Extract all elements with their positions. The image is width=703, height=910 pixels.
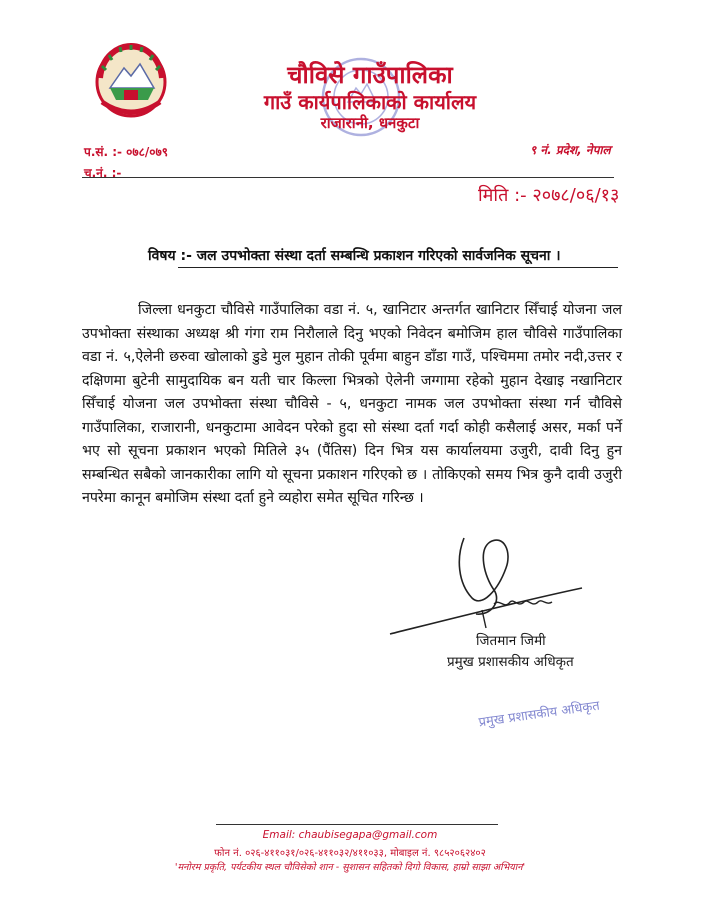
dispatch-number: च.नं. :-: [84, 166, 122, 180]
signatory-designation: प्रमुख प्रशासकीय अधिकृत: [447, 654, 574, 670]
signatory-name: जितमान जिमी: [476, 633, 546, 649]
letter-date: मिति :- २०७८/०६/१३: [478, 185, 620, 206]
footer-slogan: 'मनोरम प्रकृति, पर्यटकीय स्थल चौविसेको शान - सुशासन सहितको दिगो विकास, हाम्रो साझा अभियान': [174, 862, 526, 873]
footer-divider: [216, 824, 498, 825]
subject-underline: [178, 267, 618, 268]
footer-phone: फोन नं. ०२६-४११०३१/०२६-४११०३२/४११०३३, मोबाइल नं. ९८५२०६२४०२: [214, 848, 486, 859]
municipality-name: चौविसे गाउँपालिका: [287, 61, 453, 89]
footer-email: Email: chaubisegapa@gmail.com: [262, 829, 438, 841]
office-location: राजारानी, धनकुटा: [320, 114, 420, 132]
nepal-emblem-icon: [88, 38, 174, 122]
handwritten-signature-icon: [386, 528, 586, 648]
designation-stamp: प्रमुख प्रशासकीय अधिकृत: [477, 698, 601, 731]
office-name: गाउँ कार्यपालिकाको कार्यालय: [263, 90, 477, 114]
letter-reference-number: प.सं. :- ०७८/०७९: [84, 145, 169, 159]
letter-subject: विषय :- जल उपभोक्ता संस्था दर्ता सम्बन्धि प्रकाशन गरिएको सार्वजनिक सूचना ।: [148, 248, 561, 264]
province-label: ९ नं. प्रदेश, नेपाल: [530, 143, 611, 157]
header-divider: [82, 177, 614, 178]
letter-body: जिल्ला धनकुटा चौविसे गाउँपालिका वडा नं. ५, खानिटार अन्तर्गत खानिटार सिँचाई योजना जल उपभोक्ता संस्थाका अध्यक्ष श्री गंगा राम निरौलाले दिनु भएको निवेदन बमोजिम हाल चौविसे गाउँपालिका वडा नं. ५,ऐलेनी छरुवा खोलाको डुडे मुल मुहान तोकी पूर्वमा बाहुन डाँडा गाउँ, पश्चिममा तमोर नदी,उत्तर र दक्षिणमा बुटेनी सामुदायिक बन यती चार किल्ला भित्रको ऐलेनी जग्गामा रहेको मुहान देखाइ नखानिटार सिँचाई योजना जल उपभोक्ता संस्था चौविसे - ५, धनकुटा नामक जल उपभोक्ता संस्था गर्न चौविसे गाउँपालिका, राजारानी, धनकुटामा आवेदन परेको हुदा सो संस्था दर्ता गर्दा कोही कसैलाई असर, मर्का पर्ने भए सो सूचना प्रकाशन भएको मितिले ३५ (पैंतिस) दिन भित्र यस कार्यालयमा उजुरी, दावी दिनु हुन सम्बन्धित सबैको जानकारीका लागि यो सूचना प्रकाशन गरिएको छ । तोकिएको समय भित्र कुनै दावी उजुरी नपरेमा कानून बमोजिम संस्था दर्ता हुने व्यहोरा समेत सूचित गरिन्छ ।: [82, 302, 622, 506]
